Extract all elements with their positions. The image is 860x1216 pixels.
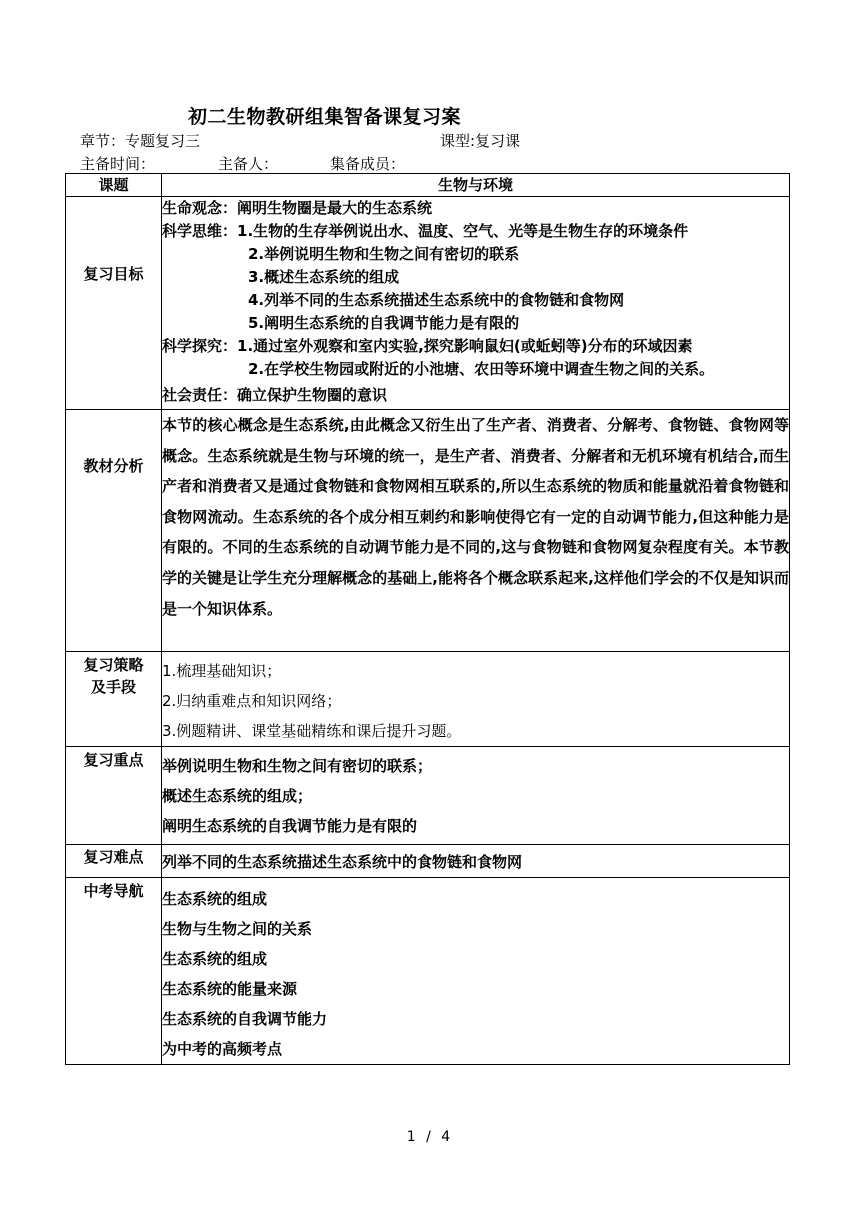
goal-line: 科学思维：1.生物的生存举例说出水、温度、空气、光等是生物生存的环境条件 [162, 222, 689, 240]
strategy-item: 1.梳理基础知识； [162, 662, 282, 680]
strategy-item: 2.归纳重难点和知识网络； [162, 692, 342, 710]
exam-guide-label: 中考导航 [83, 882, 144, 900]
strategy-label-line: 及手段 [90, 678, 136, 696]
prep-person-label: 主备人： [218, 155, 279, 173]
goals-label: 复习目标 [83, 265, 144, 283]
strategy-cell [162, 652, 790, 747]
key-point-item: 概述生态系统的组成； [162, 787, 313, 805]
topic-cell: 生物与环境 [162, 174, 790, 197]
table-row [66, 747, 790, 845]
analysis-label-cell [66, 410, 162, 652]
goal-line: 生命观念：阐明生物圈是最大的生态系统 [162, 199, 433, 217]
difficulties-cell [162, 845, 790, 878]
table-row [66, 174, 790, 197]
key-points-cell [162, 747, 790, 845]
table-row [66, 845, 790, 878]
page-number: 1 / 4 [406, 1129, 454, 1145]
goal-line: 5.阐明生态系统的自我调节能力是有限的 [248, 314, 520, 332]
page-title: 初二生物教研组集智备课复习案 [188, 106, 462, 128]
exam-guide-label-cell [66, 878, 162, 1065]
goals-label-cell [66, 197, 162, 410]
difficulties-label-cell [66, 845, 162, 878]
difficulty-item: 列举不同的生态系统描述生态系统中的食物链和食物网 [162, 853, 523, 871]
analysis-cell [162, 410, 790, 652]
goals-cell [162, 197, 790, 410]
exam-guide-item: 生态系统的组成 [162, 890, 268, 908]
analysis-text: 本节的核心概念是生态系统,由此概念又衍生出了生产者、消费者、分解考、食物链、食物网等概念。生态系统就是生物与环境的统一，是生产者、消费者、分解者和无机环境有机结合,而生产者和消费者又是通过食物链和食物网相互联系的,所以生态系统的物质和能量就沿着食物链和食物网流动。生态系统的各个成分相互刺约和影响使得它有一定的自动调节能力,但这种能力是有限的。不同的生态系统的自动调节能力是不同的,这与食物链和食物网复杂程度有关。本节教学的关键是让学生充分理解概念的基础上,能将各个概念联系起来,这样他们学会的不仅是知识而是一个知识体系。 [162, 416, 789, 618]
lesson-plan-table [65, 173, 790, 1065]
key-point-item: 举例说明生物和生物之间有密切的联系； [162, 757, 433, 775]
table-row [66, 410, 790, 652]
goal-line: 3.概述生态系统的组成 [248, 268, 400, 286]
exam-guide-item: 生态系统的组成 [162, 950, 268, 968]
goal-line: 4.列举不同的生态系统描述生态系统中的食物链和食物网 [248, 291, 625, 309]
meta-line-2 [80, 153, 780, 173]
members-label: 集备成员： [330, 155, 406, 173]
key-points-label: 复习重点 [83, 751, 144, 769]
meta-line-1 [80, 130, 780, 150]
exam-guide-item: 生态系统的自我调节能力 [162, 1010, 328, 1028]
key-point-item: 阐明生态系统的自我调节能力是有限的 [162, 817, 418, 835]
table-row [66, 878, 790, 1065]
difficulties-label: 复习难点 [83, 848, 144, 866]
goal-line: 2.举例说明生物和生物之间有密切的联系 [248, 245, 520, 263]
exam-guide-item: 为中考的高频考点 [162, 1040, 283, 1058]
prep-time-label: 主备时间： [80, 155, 156, 173]
goal-line: 社会责任：确立保护生物圈的意识 [162, 386, 388, 404]
exam-guide-item: 生物与生物之间的关系 [162, 920, 313, 938]
goal-line: 科学探究：1.通过室外观察和室内实验,探究影响鼠妇(或蚯蚓等)分布的环域因素 [162, 337, 693, 355]
table-row [66, 652, 790, 747]
strategy-item: 3.例题精讲、课堂基础精练和课后提升习题。 [162, 722, 462, 740]
strategy-label-cell [66, 652, 162, 747]
lesson-type-label: 课型:复习课 [440, 132, 521, 150]
table-row [66, 197, 790, 410]
analysis-label: 教材分析 [83, 457, 144, 475]
key-points-label-cell [66, 747, 162, 845]
chapter-label: 章节：专题复习三 [80, 132, 201, 150]
goal-line: 2.在学校生物园或附近的小池塘、农田等环境中调查生物之间的关系。 [248, 360, 715, 378]
exam-guide-cell [162, 878, 790, 1065]
exam-guide-item: 生态系统的能量来源 [162, 980, 298, 998]
strategy-label-line: 复习策略 [83, 656, 144, 674]
header-label-cell: 课题 [66, 174, 162, 197]
